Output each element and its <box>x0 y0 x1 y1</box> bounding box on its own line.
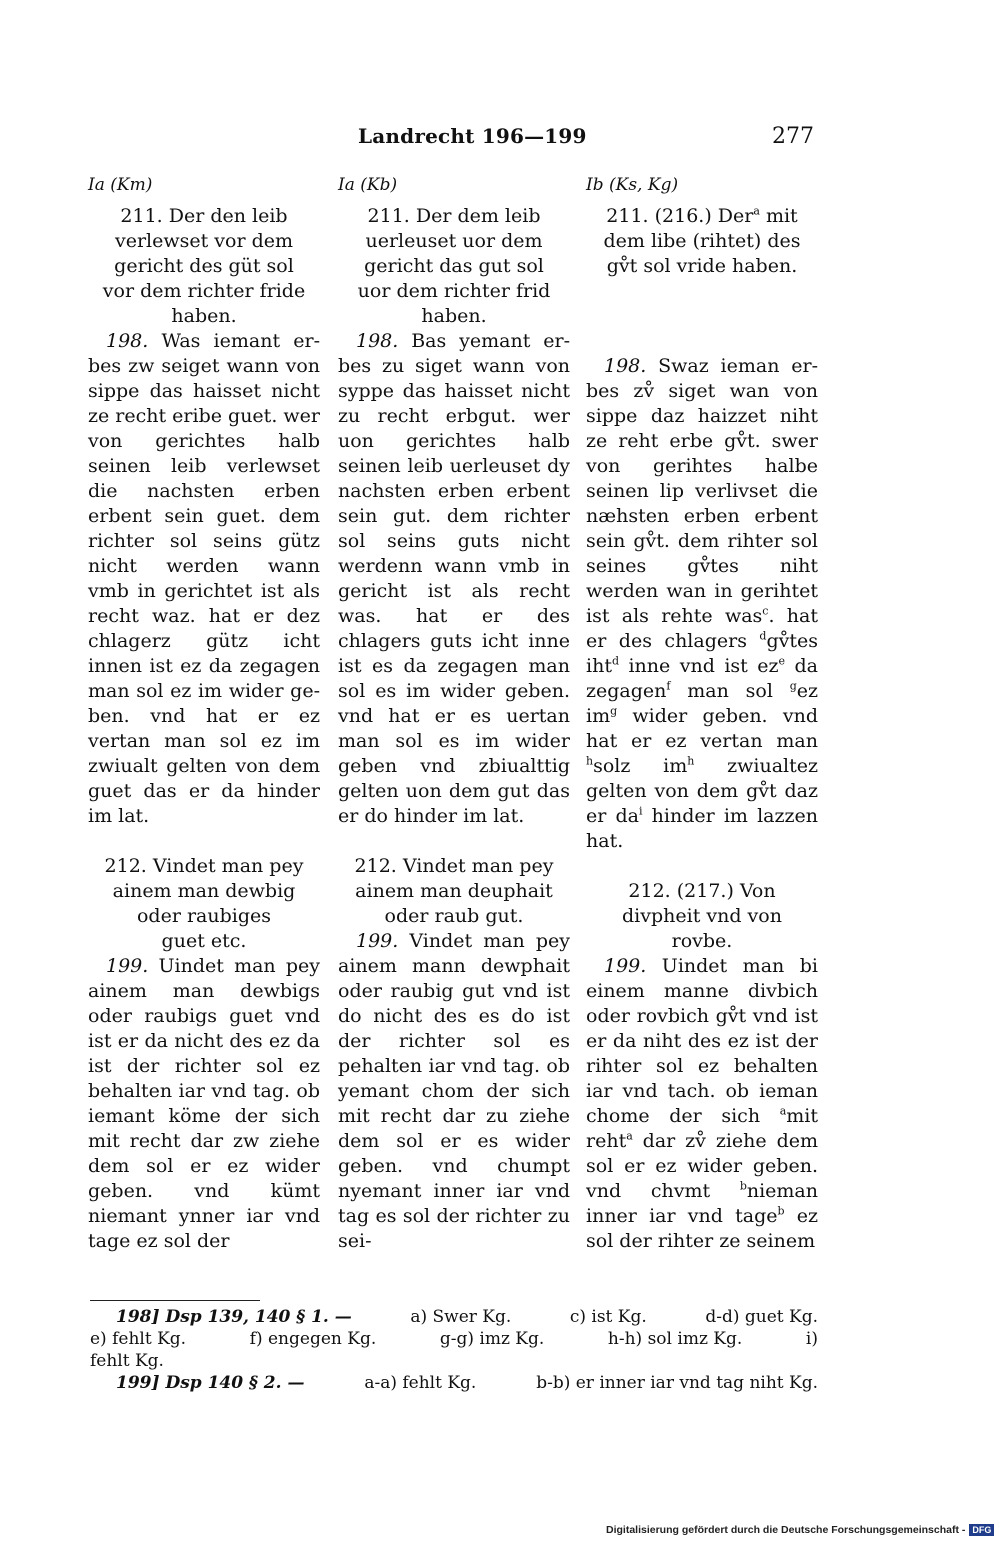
text-column-ia-kb <box>338 204 570 1254</box>
paragraph-199: 199. Uindet man pey ainem man dewbigs oder raubigs guet vnd ist er da nicht des ez da ist der richter sol ez behalten iar vnd tag. ob iemant köme der sich mit recht dar zw ziehe dem sol er ez wider geben. vnd kümt niemant ynner iar vnd tage ez sol der <box>88 955 320 1252</box>
text-column-ia-km <box>88 204 320 1254</box>
footnotes <box>90 1306 818 1394</box>
footnote-marker: d <box>759 629 767 643</box>
footnote-line: fehlt Kg. <box>90 1351 164 1371</box>
footnote-marker: a <box>753 204 760 218</box>
digitization-credit: Digitalisierung gefördert durch die Deutsche Forschungsgemeinschaft - DFG <box>606 1524 994 1536</box>
footnote-marker: d <box>611 654 619 668</box>
text-column-ib-ks-kg <box>586 204 818 1254</box>
rubric-212: 212. Vindet man pey ainem man dewbig oder raubiges guet etc. <box>104 855 304 952</box>
rubric-211: 211. Der den leib verlewset vor dem gericht des güt sol vor dem richter fride haben. <box>102 205 306 327</box>
footnote-marker: b <box>739 1179 747 1193</box>
footnote-marker: b <box>777 1204 785 1218</box>
rubric-211: 211. Der dem leib uerleuset uor dem gericht das gut sol uor dem richter frid haben. <box>357 205 551 327</box>
footnote-marker: a <box>626 1129 633 1143</box>
page-number: 277 <box>772 124 814 149</box>
footnote-line: e) fehlt Kg. f) engegen Kg. g-g) imz Kg. h-h) sol imz Kg. i) <box>90 1329 818 1349</box>
footnote-marker: f <box>666 679 671 693</box>
rubric-211: 211. (216.) Der$^a$ mit dem libe (rihtet) des gv̊t sol vride haben. <box>603 204 801 277</box>
column-siglum: Ia (Kb) <box>338 175 398 195</box>
footnote-marker: h <box>586 754 594 768</box>
rubric-212: 212. Vindet man pey ainem man deuphait oder raub gut. <box>354 855 554 927</box>
footnote-marker: i <box>638 804 643 818</box>
running-header: Landrecht 196—199 <box>358 124 587 148</box>
paragraph-198: 198. Was iemant erbes zw seiget wann von sippe das haisset nicht ze recht eribe guet. wer von gerichtes halb seinen leib verlewset die nachsten erben erbent sein guet. dem richter sol seins gütz nicht werden wann vmb in gerichtet ist als recht waz. hat er dez chlagerz gütz icht innen ist ez da zegagen man sol ez im wider geben. vnd hat er ez vertan man sol ez im zwiualt gelten von dem guet das er da hinder im lat. <box>88 330 320 827</box>
column-siglum: Ia (Km) <box>88 175 153 195</box>
footnote-line: 198] Dsp 139, 140 § 1. — a) Swer Kg. c) ist Kg. d-d) guet Kg. <box>116 1307 818 1327</box>
rubric-212: 212. (217.) Von divpheit vnd von rovbe. <box>622 880 782 952</box>
footnote-marker: g <box>610 704 618 718</box>
footnote-marker: c <box>762 604 769 618</box>
footnote-marker: e <box>778 654 786 668</box>
footnote-line: 199] Dsp 140 § 2. — a-a) fehlt Kg. b-b) er inner iar vnd tag niht Kg. <box>116 1373 818 1393</box>
footnote-rule <box>90 1300 260 1301</box>
column-siglum: Ib (Ks, Kg) <box>586 175 679 195</box>
paragraph-199: 199. Uindet man bi einem manne divbich oder rovbich gv̊t vnd ist er da niht des ez ist der rihter sol ez behalten iar vnd tach. ob ieman chome der sich $^a$mit reht$^a$ dar zv̊ ziehe dem sol er ez wider geben. vnd chvmt $^b$nieman inner iar vnd tage$^b$ ez sol der rihter ze seinem <box>586 955 818 1252</box>
footnote-marker: a <box>779 1104 787 1118</box>
paragraph-198: 198. Swaz ieman erbes zv̊ siget wan von sippe daz haizzet niht ze reht erbe gv̊t. swer von gerihtes halbe seinen lip verlivset die næhsten erben erbent sein gv̊t. dem rihter sol seines gv̊tes niht werden wan in gerihtet ist als rehte was$^c$. hat er des chlagers $^d$gv̊tes iht$^d$ inne vnd ist $ez^e$ da zegagen$^f$ man sol $^g$ez $im^g$ wider geben. vnd hat er ez vertan man $^h$solz $im^h$ zwiualtez gelten von dem gv̊t daz er $da^i$ hinder im lazzen hat. <box>586 355 819 852</box>
footnote-marker: g <box>789 679 797 693</box>
paragraph-199: 199. Vindet man pey ainem mann dewphait oder raubig gut vnd ist do nicht des es do ist der richter sol es pehalten iar vnd tag. ob yemant chom der sich mit recht dar zu ziehe dem sol er es wider geben. vnd chumpt nyemant inner iar vnd tag es sol der richter zu sei- <box>338 930 570 1252</box>
dfg-logo: DFG <box>969 1524 994 1536</box>
footnote-marker: h <box>687 754 695 768</box>
paragraph-198: 198. Bas yemant erbes zu siget wann von syppe das haisset nicht zu recht erbgut. wer uon gerichtes halb seinen leib uerleuset dy nachsten erben erbent sein gut. dem richter sol seins guts nicht werdenn wann vmb in gericht ist als recht was. hat er des chlagers guts icht inne ist es da zegagen man sol es im wider geben. vnd hat er es uertan man sol es im wider geben vnd zbiualttig gelten uon dem gut das er do hinder im lat. <box>338 330 570 827</box>
